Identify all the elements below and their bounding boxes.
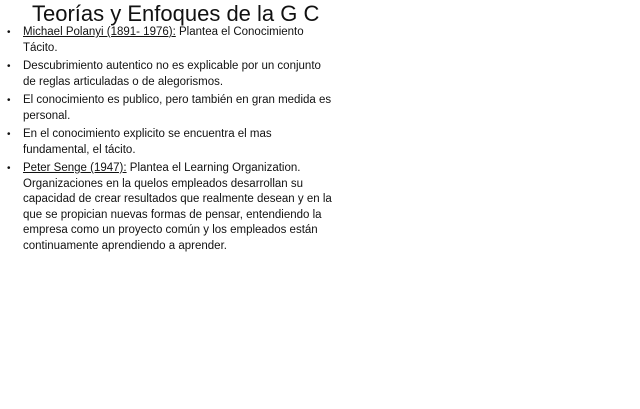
bullet-icon: • — [7, 129, 11, 140]
bullet-item-conocimiento-publico — [6, 93, 332, 124]
bullet-icon: • — [7, 61, 11, 72]
bullet-list — [6, 25, 332, 257]
bullet-text: Descubrimiento autentico no es explicable por un conjunto de reglas articuladas o de alegorismos. — [23, 60, 321, 88]
bullet-item-conocimiento-explicito — [6, 127, 332, 158]
slide-title: Teorías y Enfoques de la G C — [32, 1, 320, 26]
bullet-icon: • — [7, 95, 11, 106]
bullet-icon: • — [7, 163, 11, 174]
bullet-item-senge — [6, 161, 332, 254]
bullet-item-descubrimiento — [6, 59, 332, 90]
bullet-text: Plantea el Learning Organization. Organizaciones en la quelos empleados desarrollan su capacidad de crear resultados que realmente desean y en la que se propician nuevas formas de pensar, entendiendo la empresa como un proyecto común y los empleados están continuamente aprendiendo a aprender. — [23, 162, 332, 252]
bullet-item-polanyi — [6, 25, 332, 56]
author-polanyi: Michael Polanyi (1891- 1976): — [23, 26, 176, 38]
bullet-text: En el conocimiento explicito se encuentra el mas fundamental, el tácito. — [23, 128, 272, 156]
author-senge: Peter Senge (1947): — [23, 162, 127, 174]
bullet-icon: • — [7, 27, 11, 38]
bullet-text: Plantea el Conocimiento Tácito. — [23, 26, 304, 54]
bullet-text: El conocimiento es publico, pero también en gran medida es personal. — [23, 94, 332, 122]
